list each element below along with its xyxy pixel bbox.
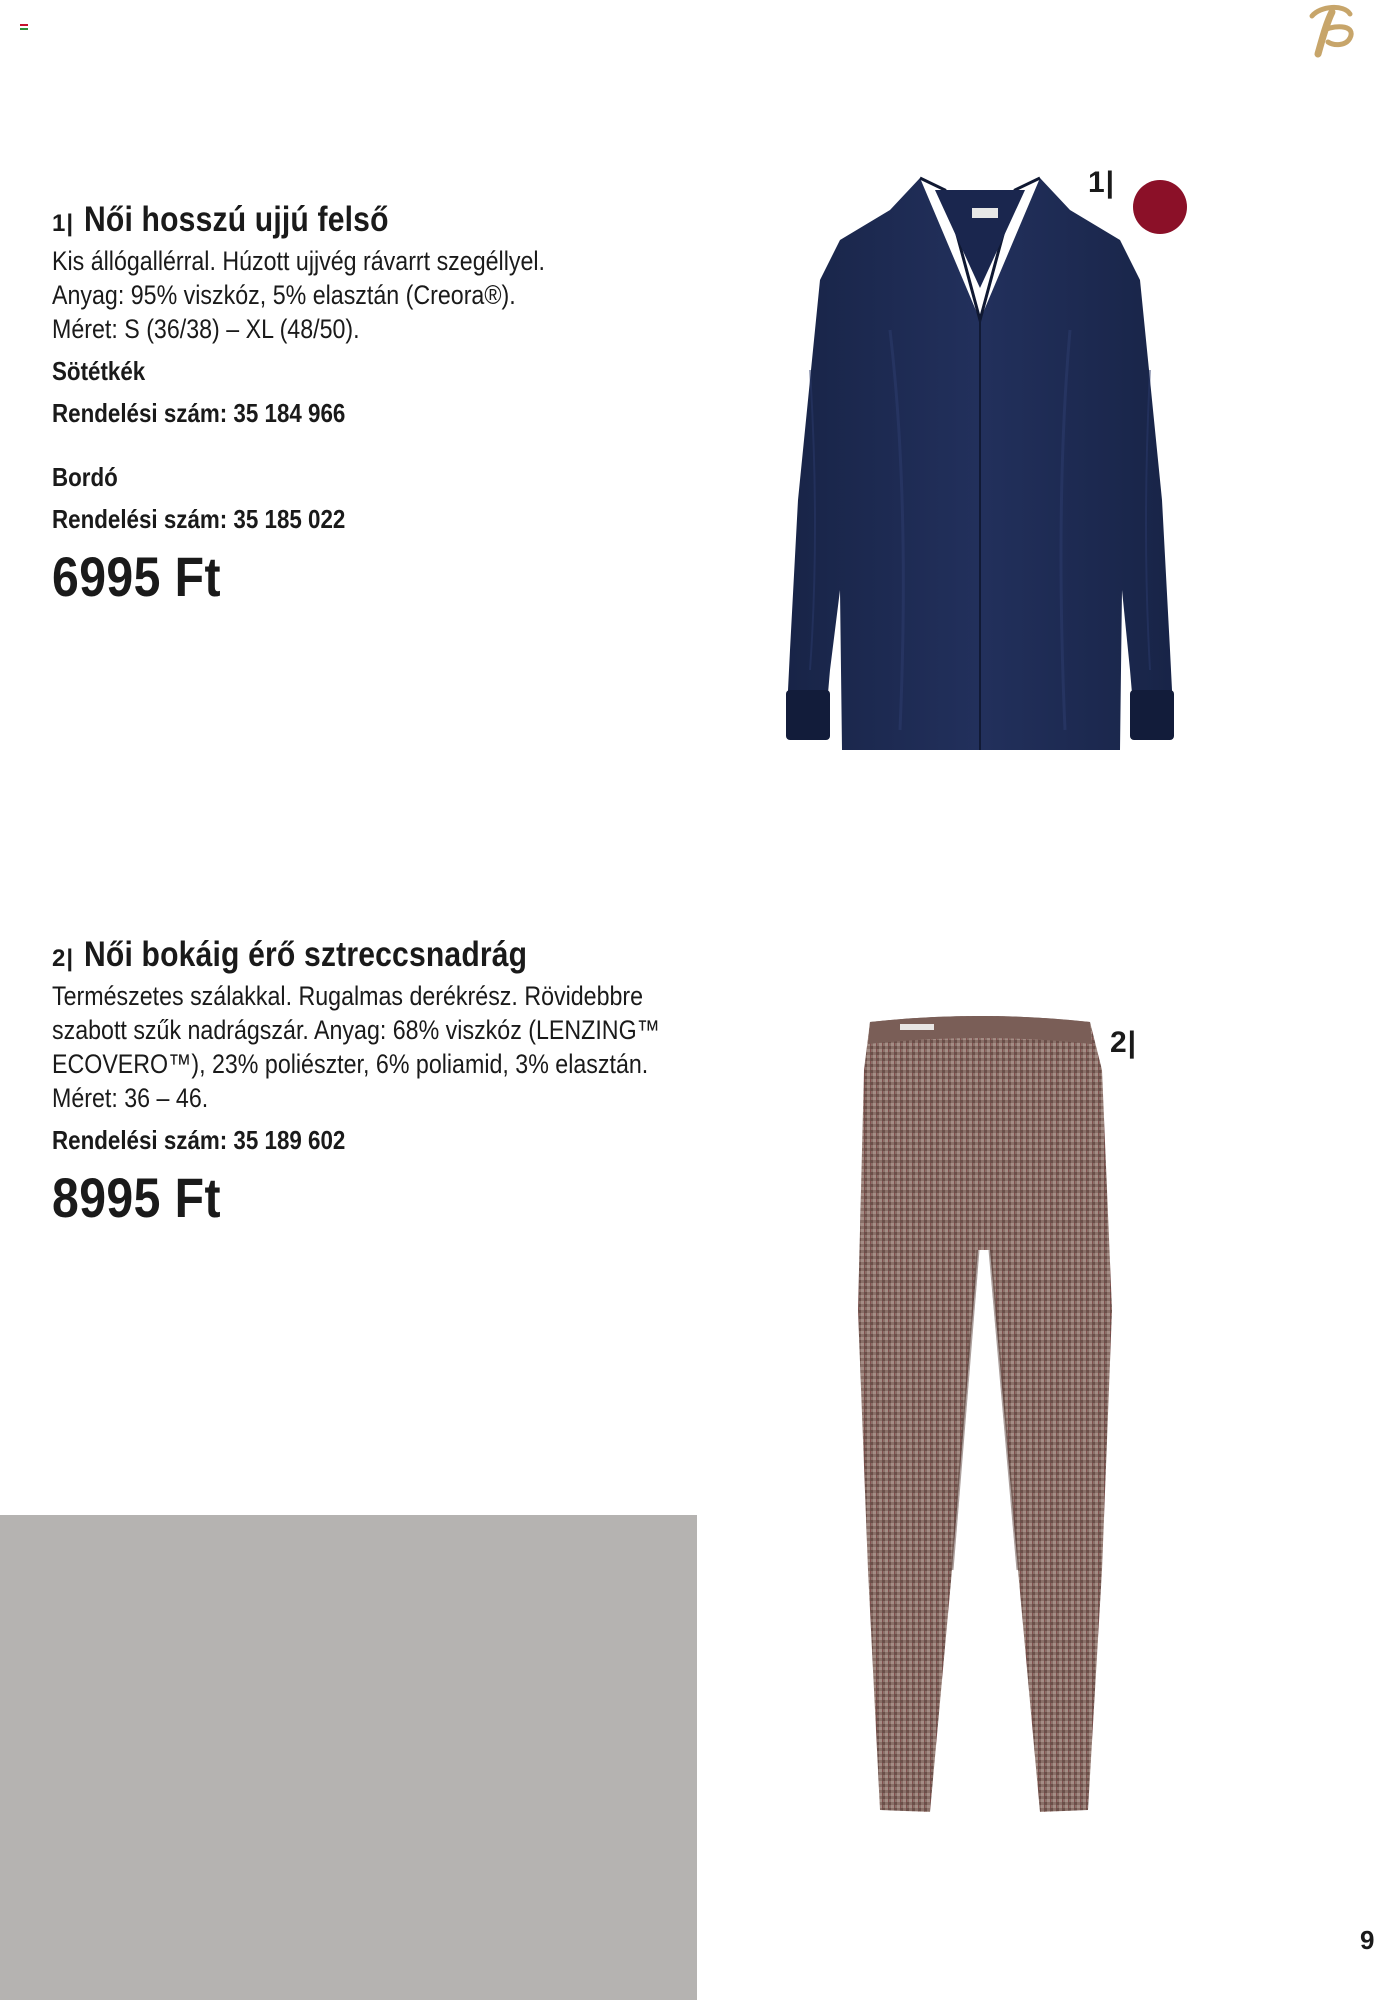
product-2-info — [52, 935, 759, 1230]
product-1-title — [52, 200, 625, 240]
product-1-name: Női hosszú ujjú felső — [84, 200, 389, 239]
order-number-pants: Rendelési szám: 35 189 602 — [52, 1125, 346, 1155]
product-2-desc-line: ECOVERO™), 23% poliészter, 6% poliamid, 3% elasztán. — [52, 1049, 649, 1079]
product-2-number: 2| — [52, 945, 75, 972]
product-2-desc-line: Méret: 36 – 46. — [52, 1083, 209, 1113]
flag-icon — [20, 24, 28, 30]
burgundy-color-swatch — [1133, 180, 1187, 234]
variant-color-burgundy: Bordó — [52, 462, 118, 492]
product-1-desc-line: Anyag: 95% viszkóz, 5% elasztán (Creora®). — [52, 280, 516, 310]
product-2-desc-line: Természetes szálakkal. Rugalmas derékrész. Rövidebbre — [52, 981, 644, 1011]
brand-logo-icon — [1298, 0, 1360, 62]
variant-color-navy: Sötétkék — [52, 356, 146, 386]
product-2-desc-line: szabott szűk nadrágszár. Anyag: 68% viszkóz (LENZING™ — [52, 1015, 660, 1045]
order-number-navy: Rendelési szám: 35 184 966 — [52, 398, 346, 428]
product-2-price: 8995 Ft — [52, 1166, 221, 1229]
page-number: 9 — [1360, 1925, 1375, 1955]
product-1-price: 6995 Ft — [52, 545, 221, 608]
product-2-title — [52, 935, 759, 975]
product-1-marker: 1| — [1088, 166, 1116, 199]
product-2-marker: 2| — [1110, 1026, 1138, 1059]
order-number-burgundy: Rendelési szám: 35 185 022 — [52, 504, 346, 534]
product-1-info — [52, 200, 625, 609]
product-1-desc-line: Méret: S (36/38) – XL (48/50). — [52, 314, 360, 344]
product-1-number: 1| — [52, 210, 75, 237]
navy-blouse-image — [770, 170, 1190, 760]
grey-panel — [0, 1515, 697, 2000]
product-1-desc-line: Kis állógallérral. Húzott ujjvég rávarrt szegéllyel. — [52, 246, 545, 276]
product-2-name: Női bokáig érő sztreccsnadrág — [84, 935, 528, 974]
checked-pants-image — [840, 1010, 1130, 1820]
